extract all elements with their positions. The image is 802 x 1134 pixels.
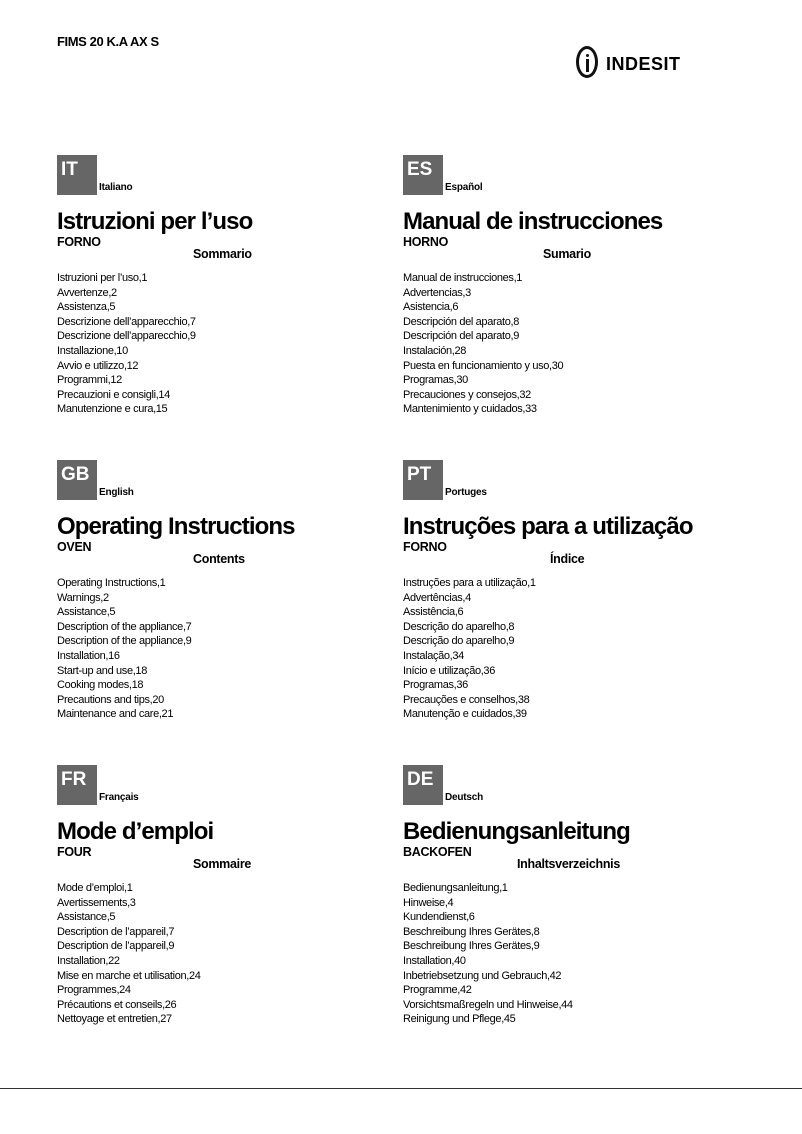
contents-item: Assistenza,5 bbox=[57, 301, 116, 314]
contents-item: Mantenimiento y cuidados,33 bbox=[403, 403, 537, 416]
contents-item: Programmes,24 bbox=[57, 984, 131, 997]
section-title: Operating Instructions bbox=[57, 513, 295, 540]
language-badge: FR bbox=[57, 765, 97, 805]
contents-item: Descrição do aparelho,8 bbox=[403, 620, 515, 633]
contents-item: Instruções para a utilização,1 bbox=[403, 577, 536, 589]
contents-item: Précautions et conseils,26 bbox=[57, 998, 177, 1011]
contents-item: Instalación,28 bbox=[403, 344, 466, 357]
contents-item: Assistência,6 bbox=[403, 606, 464, 619]
section-subtitle: FORNO bbox=[57, 235, 101, 249]
contents-item: Description de l’appareil,7 bbox=[57, 925, 175, 938]
language-section-es bbox=[403, 155, 743, 455]
contents-heading: Sommario bbox=[193, 247, 252, 261]
contents-item: Start-up and use,18 bbox=[57, 664, 147, 677]
contents-item: Operating Instructions,1 bbox=[57, 577, 166, 589]
model-number: FIMS 20 K.A AX S bbox=[57, 34, 159, 49]
contents-item: Manutenção e cuidados,39 bbox=[403, 708, 527, 721]
language-section-de bbox=[403, 765, 743, 1065]
footer-divider bbox=[0, 1088, 802, 1089]
contents-item: Warnings,2 bbox=[57, 591, 109, 604]
contents-item: Cooking modes,18 bbox=[57, 679, 144, 692]
contents-item: Descripción del aparato,9 bbox=[403, 330, 519, 343]
contents-item: Installazione,10 bbox=[57, 344, 128, 357]
contents-item: Advertencias,3 bbox=[403, 286, 471, 299]
contents-item: Mise en marche et utilisation,24 bbox=[57, 969, 201, 982]
contents-item: Precauzioni e consigli,14 bbox=[57, 388, 170, 401]
section-title: Istruzioni per l’uso bbox=[57, 208, 253, 235]
section-subtitle: FORNO bbox=[403, 540, 447, 554]
language-badge: PT bbox=[403, 460, 443, 500]
language-name: Español bbox=[445, 182, 483, 193]
contents-item: Installation,16 bbox=[57, 649, 120, 662]
contents-item: Descrizione dell’apparecchio,7 bbox=[57, 315, 196, 328]
section-title: Manual de instrucciones bbox=[403, 208, 663, 235]
contents-heading: Inhaltsverzeichnis bbox=[517, 857, 620, 871]
contents-item: Descrizione dell’apparecchio,9 bbox=[57, 330, 196, 343]
language-badge: DE bbox=[403, 765, 443, 805]
contents-list bbox=[57, 881, 201, 1027]
brand-name: indesit bbox=[606, 47, 681, 76]
contents-item: Programme,42 bbox=[403, 984, 472, 997]
language-section-gb bbox=[57, 460, 397, 760]
contents-heading: Sumario bbox=[543, 247, 591, 261]
contents-item: Avvio e utilizzo,12 bbox=[57, 359, 139, 372]
contents-item: Mode d’emploi,1 bbox=[57, 882, 133, 894]
section-title: Bedienungsanleitung bbox=[403, 818, 630, 845]
contents-item: Precauciones y consejos,32 bbox=[403, 388, 531, 401]
contents-item: Hinweise,4 bbox=[403, 896, 454, 909]
contents-item: Bedienungsanleitung,1 bbox=[403, 882, 508, 894]
contents-item: Description de l’appareil,9 bbox=[57, 940, 175, 953]
section-subtitle: HORNO bbox=[403, 235, 449, 249]
contents-item: Avvertenze,2 bbox=[57, 286, 117, 299]
contents-item: Maintenance and care,21 bbox=[57, 708, 174, 721]
contents-item: Vorsichtsmaßregeln und Hinweise,44 bbox=[403, 998, 573, 1011]
section-subtitle: FOUR bbox=[57, 845, 92, 859]
contents-item: Reinigung und Pflege,45 bbox=[403, 1013, 516, 1026]
contents-item: Advertências,4 bbox=[403, 591, 471, 604]
contents-item: Manual de instrucciones,1 bbox=[403, 272, 523, 284]
language-section-pt bbox=[403, 460, 743, 760]
contents-item: Descrição do aparelho,9 bbox=[403, 635, 515, 648]
language-section-it bbox=[57, 155, 397, 455]
contents-item: Description of the appliance,7 bbox=[57, 620, 192, 633]
language-badge: GB bbox=[57, 460, 97, 500]
contents-list bbox=[403, 881, 573, 1027]
contents-item: Avertissements,3 bbox=[57, 896, 136, 909]
contents-list bbox=[403, 271, 563, 417]
contents-list bbox=[57, 576, 191, 722]
language-name: Français bbox=[99, 792, 139, 803]
contents-item: Programas,36 bbox=[403, 679, 468, 692]
contents-item: Beschreibung Ihres Gerätes,9 bbox=[403, 940, 540, 953]
contents-heading: Contents bbox=[193, 552, 245, 566]
contents-item: Puesta en funcionamiento y uso,30 bbox=[403, 359, 564, 372]
contents-item: Installation,40 bbox=[403, 954, 466, 967]
language-name: Portuges bbox=[445, 487, 487, 498]
contents-item: Manutenzione e cura,15 bbox=[57, 403, 168, 416]
language-name: Deutsch bbox=[445, 792, 484, 803]
language-badge: ES bbox=[403, 155, 443, 195]
contents-item: Precautions and tips,20 bbox=[57, 693, 164, 706]
contents-item: Inbetriebsetzung und Gebrauch,42 bbox=[403, 969, 562, 982]
contents-list bbox=[57, 271, 196, 417]
contents-item: Nettoyage et entretien,27 bbox=[57, 1013, 172, 1026]
contents-item: Kundendienst,6 bbox=[403, 911, 475, 924]
contents-item: Beschreibung Ihres Gerätes,8 bbox=[403, 925, 540, 938]
contents-item: Istruzioni per l’uso,1 bbox=[57, 272, 148, 284]
contents-item: Assistance,5 bbox=[57, 911, 116, 924]
contents-item: Precauções e conselhos,38 bbox=[403, 693, 530, 706]
contents-heading: Sommaire bbox=[193, 857, 252, 871]
contents-item: Descripción del aparato,8 bbox=[403, 315, 519, 328]
language-badge: IT bbox=[57, 155, 97, 195]
contents-item: Programas,30 bbox=[403, 374, 468, 387]
contents-item: Assistance,5 bbox=[57, 606, 116, 619]
contents-item: Instalação,34 bbox=[403, 649, 464, 662]
section-subtitle: OVEN bbox=[57, 540, 92, 554]
contents-heading: Índice bbox=[550, 552, 585, 566]
contents-item: Installation,22 bbox=[57, 954, 120, 967]
language-section-fr bbox=[57, 765, 397, 1065]
language-name: Italiano bbox=[99, 182, 133, 193]
section-title: Instruções para a utilização bbox=[403, 513, 693, 540]
indesit-logo-icon bbox=[576, 46, 598, 78]
section-title: Mode d’emploi bbox=[57, 818, 214, 845]
section-subtitle: BACKOFEN bbox=[403, 845, 472, 859]
contents-item: Início e utilização,36 bbox=[403, 664, 495, 677]
contents-list bbox=[403, 576, 536, 722]
indesit-logo bbox=[576, 46, 681, 78]
contents-item: Asistencia,6 bbox=[403, 301, 459, 314]
contents-item: Programmi,12 bbox=[57, 374, 122, 387]
language-name: English bbox=[99, 487, 134, 498]
contents-item: Description of the appliance,9 bbox=[57, 635, 192, 648]
